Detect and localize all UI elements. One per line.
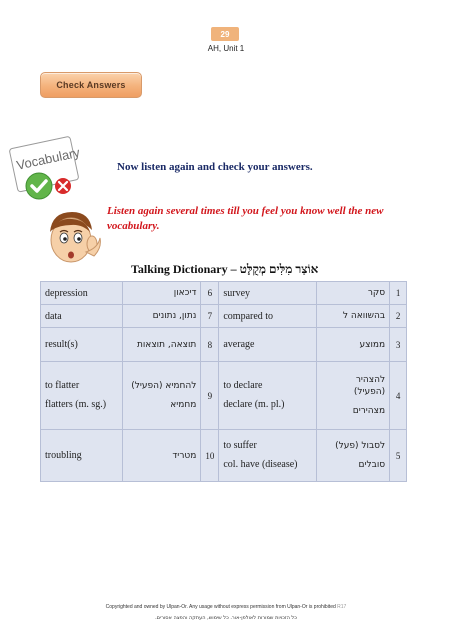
term-en-line: declare (m. pl.) bbox=[223, 399, 285, 410]
term-he: סקר bbox=[316, 282, 389, 305]
term-number: 1 bbox=[390, 282, 407, 305]
term-en: compared to bbox=[219, 305, 316, 328]
term-he-line: להחמיא (הפעיל) bbox=[131, 381, 197, 391]
dictionary-title bbox=[131, 262, 318, 277]
term-en: depression bbox=[41, 282, 123, 305]
term-he: תוצאה, תוצאות bbox=[123, 328, 201, 362]
term-he bbox=[316, 430, 389, 482]
dictionary-title-en: Talking Dictionary – bbox=[131, 262, 237, 276]
term-en-line: flatters (m. sg.) bbox=[45, 399, 107, 410]
table-row bbox=[41, 328, 407, 362]
term-he-line: מצהירים bbox=[352, 406, 386, 416]
term-en: troubling bbox=[41, 430, 123, 482]
term-en bbox=[41, 362, 123, 430]
table-row bbox=[41, 282, 407, 305]
copyright-notice bbox=[0, 604, 452, 610]
term-en-line: to flatter bbox=[45, 380, 80, 391]
table-row bbox=[41, 362, 407, 430]
term-number: 9 bbox=[201, 362, 219, 430]
term-number: 4 bbox=[390, 362, 407, 430]
dictionary-title-he: אוֹצַר מִלִּים מְקֻלָּט bbox=[239, 262, 319, 276]
term-en-line: to suffer bbox=[223, 440, 257, 451]
vocabulary-text: Vocabulary bbox=[15, 144, 82, 173]
term-en bbox=[219, 362, 316, 430]
instruction-listen-check: Now listen again and check your answers. bbox=[117, 161, 313, 173]
term-he: מטריד bbox=[123, 430, 201, 482]
table-row bbox=[41, 430, 407, 482]
term-he bbox=[316, 362, 389, 430]
term-en: survey bbox=[219, 282, 316, 305]
term-he-line: סובלים bbox=[358, 460, 386, 470]
unit-label: AH, Unit 1 bbox=[207, 44, 245, 53]
term-number: 8 bbox=[201, 328, 219, 362]
listening-face-icon bbox=[38, 208, 103, 270]
term-number: 5 bbox=[390, 430, 407, 482]
copyright-text: Copyrighted and owned by Ulpan-Or. Any usage without express permission from Ulpan-Or is prohibited bbox=[105, 604, 336, 610]
term-number: 10 bbox=[201, 430, 219, 482]
copyright-notice-he: כל הזכויות שמורות לאולפן-אור. כל שימוש, העתקה והפצה אסורים. bbox=[155, 615, 297, 621]
term-he-line: לסבול (פעל) bbox=[335, 441, 386, 451]
term-he-line: מחמיא bbox=[170, 400, 197, 410]
term-en: data bbox=[41, 305, 123, 328]
vocabulary-check-icon bbox=[5, 134, 105, 204]
term-en bbox=[219, 430, 316, 482]
term-he: דיכאון bbox=[123, 282, 201, 305]
instruction-listen-again: Listen again several times till you feel you know well the new vocabulary. bbox=[107, 205, 384, 232]
page-number-badge: 29 bbox=[211, 27, 239, 41]
table-row bbox=[41, 305, 407, 328]
term-he-line: להצהיר bbox=[355, 375, 386, 385]
term-he: נתון, נתונים bbox=[123, 305, 201, 328]
term-en: result(s) bbox=[41, 328, 123, 362]
term-he: בהשוואה ל bbox=[316, 305, 389, 328]
term-number: 2 bbox=[390, 305, 407, 328]
check-answers-button[interactable]: Check Answers bbox=[40, 72, 142, 98]
page-code: R17 bbox=[337, 604, 347, 610]
term-he-line: (הפעיל) bbox=[353, 387, 386, 397]
term-number: 7 bbox=[201, 305, 219, 328]
term-he: ממוצע bbox=[316, 328, 389, 362]
term-en-line: to declare bbox=[223, 380, 263, 391]
term-en: average bbox=[219, 328, 316, 362]
term-number: 3 bbox=[390, 328, 407, 362]
term-en-line: col. have (disease) bbox=[223, 459, 298, 470]
vocabulary-table bbox=[40, 281, 407, 482]
term-number: 6 bbox=[201, 282, 219, 305]
term-he bbox=[123, 362, 201, 430]
